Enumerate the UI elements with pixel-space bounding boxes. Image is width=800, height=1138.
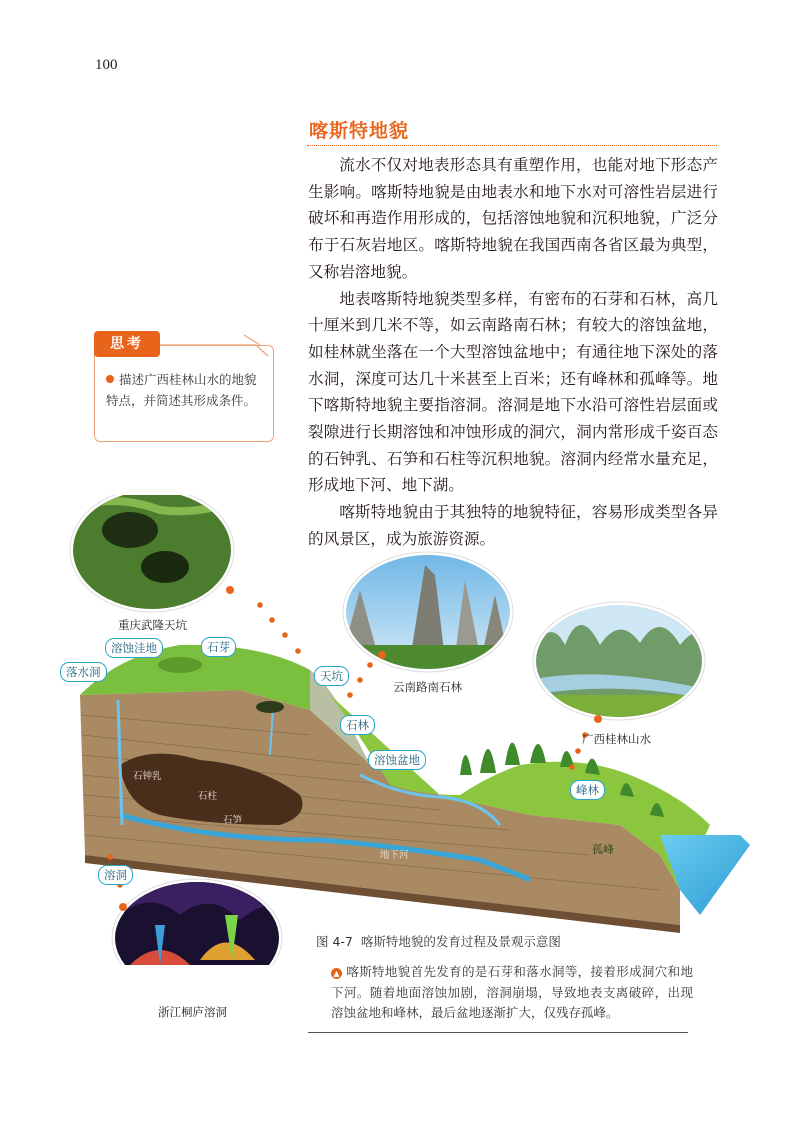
figure-title: 喀斯特地貌的发育过程及景观示意图	[360, 934, 561, 949]
photo-cave	[110, 879, 290, 965]
tag-tiankeng: 天坑	[314, 666, 349, 686]
photo-guilin	[530, 600, 710, 725]
photo-caption-cave: 浙江桐庐溶洞	[158, 1005, 227, 1019]
figure-number: 图 4-7	[316, 934, 353, 949]
paragraph-2: 地表喀斯特地貌类型多样，有密布的石芽和石林，高几十厘米到几米不等，如云南路南石林；有较大的溶蚀盆地，如桂林就坐落在一个大型溶蚀盆地中；有通往地下深处的落水洞，深度可达几十米甚至上百米；还有峰林和孤峰等。地下喀斯特地貌主要指溶洞。溶洞是地下水沿可溶性岩层面或裂隙进行长期溶蚀和冲蚀形成的洞穴，洞内常形成千姿百态的石钟乳、石笋和石柱等沉积地貌。溶洞内经常水量充足，形成地下河、地下湖。	[308, 289, 718, 495]
think-tag: 思考	[94, 331, 160, 357]
label-stalagmite: 石笋	[223, 815, 243, 826]
tag-karren: 石芽	[201, 637, 236, 657]
think-question-text: 描述广西桂林山水的地貌特点，并简述其形成条件。	[106, 372, 257, 408]
doline-basin	[158, 657, 202, 673]
section-title: 喀斯特地貌	[309, 120, 410, 142]
tag-doline: 溶蚀洼地	[105, 638, 163, 658]
triangle-icon: ▲	[331, 968, 342, 979]
figure-description	[331, 962, 693, 1024]
label-isolated-peak: 孤峰	[592, 843, 614, 856]
tag-peak-forest: 峰林	[570, 780, 605, 800]
figure-description-text: 喀斯特地貌首先发育的是石芽和落水洞等，接着形成洞穴和地下河。随着地面溶蚀加剧，溶洞崩塌，导致地表支离破碎，出现溶蚀盆地和峰林，最后盆地逐渐扩大，仅残存孤峰。	[331, 964, 693, 1020]
photo-tiankeng	[70, 495, 240, 615]
body-text	[308, 152, 718, 553]
label-stalactite: 石钟乳	[133, 771, 162, 782]
photo-caption-tiankeng: 重庆武隆天坑	[118, 618, 187, 632]
label-underground-river: 地下河	[380, 850, 409, 861]
paragraph-1: 流水不仅对地表形态具有重塑作用，也能对地下形态产生影响。喀斯特地貌是由地表水和地下水对可溶性岩层进行破坏和再造作用形成的，包括溶蚀地貌和沉积地貌，广泛分布于石灰岩地区。喀斯特地貌在我国西南各省区最为典型，又称岩溶地貌。	[308, 156, 718, 281]
bullet-icon	[106, 375, 114, 383]
karst-diagram-drawing	[60, 495, 760, 965]
think-question	[106, 369, 266, 411]
label-column: 石柱	[198, 791, 218, 802]
tag-stone-forest: 石林	[340, 715, 375, 735]
photo-stone-forest	[340, 550, 520, 675]
bottom-rule	[308, 1032, 688, 1033]
tag-sinkhole: 落水洞	[60, 662, 107, 682]
page-number: 100	[95, 57, 118, 73]
title-rule	[307, 145, 717, 146]
figure-caption	[316, 932, 561, 950]
photo-caption-guilin: 广西桂林山水	[582, 732, 651, 746]
tag-cave: 溶洞	[98, 865, 133, 885]
paragraph-3: 喀斯特地貌由于其独特的地貌特征，容易形成类型各异的风景区，成为旅游资源。	[308, 503, 718, 548]
tiankeng-hole	[256, 701, 284, 713]
think-arrow-icon	[160, 331, 270, 361]
tag-basin: 溶蚀盆地	[368, 750, 426, 770]
photo-caption-stone-forest: 云南路南石林	[393, 680, 462, 694]
